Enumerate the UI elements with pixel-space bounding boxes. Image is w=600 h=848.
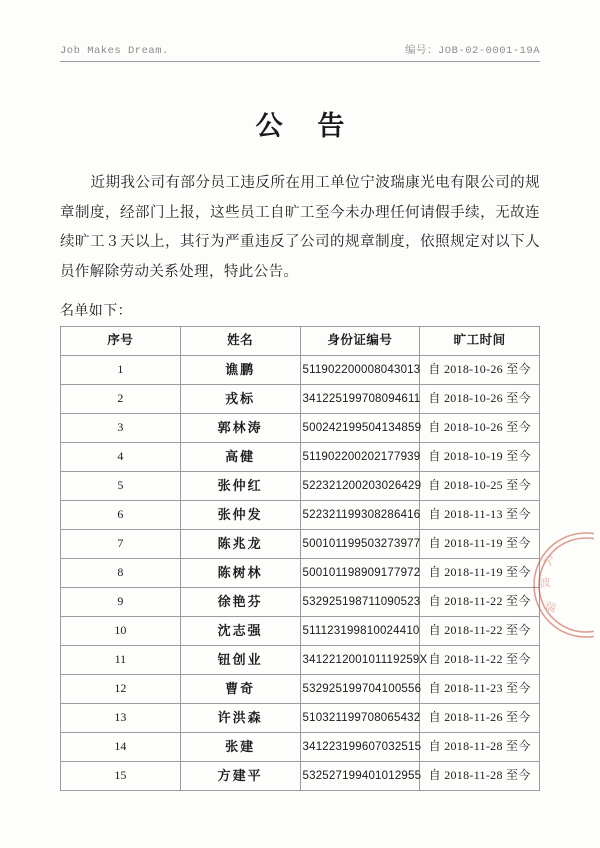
column-header-name: 姓名 [180,326,300,355]
table-row [61,355,540,384]
list-label: 名单如下： [60,303,132,319]
cell-index: 5 [61,471,181,500]
cell-name: 张仲红 [180,471,300,500]
cell-date: 自 2018-11-22 至今 [420,645,540,674]
cell-index: 7 [61,529,181,558]
cell-name: 曹奇 [180,674,300,703]
table-row [61,645,540,674]
cell-date: 自 2018-11-19 至今 [420,558,540,587]
cell-name: 戎标 [180,384,300,413]
cell-id: 510321199708065432 [300,703,420,732]
table-row [61,500,540,529]
page-title: 公 告 [255,111,359,141]
cell-id: 532925199704100556 [300,674,420,703]
table-row [61,558,540,587]
table-body [61,355,540,790]
cell-index: 8 [61,558,181,587]
cell-id: 341225199708094611 [300,384,420,413]
table-row [61,674,540,703]
cell-date: 自 2018-11-22 至今 [420,587,540,616]
cell-date: 自 2018-10-26 至今 [420,355,540,384]
cell-index: 11 [61,645,181,674]
cell-date: 自 2018-11-23 至今 [420,674,540,703]
table-row [61,529,540,558]
cell-index: 15 [61,761,181,790]
announcement-paragraph [60,169,540,288]
paragraph-text: 近期我公司有部分员工违反所在用工单位宁波瑞康光电有限公司的规章制度，经部门上报，这些员工自旷工至今未办理任何请假手续，无故连续旷工３天以上，其行为严重违反了公司的规章制度，依照规定对以下人员作解除劳动关系处理，特此公告。 [60,175,540,281]
company-slogan: Job Makes Dream. [60,45,169,57]
cell-id: 341223199607032515 [300,732,420,761]
cell-name: 谯鹏 [180,355,300,384]
cell-name: 钮创业 [180,645,300,674]
table-row [61,442,540,471]
table-row [61,413,540,442]
table-head [61,326,540,355]
cell-date: 自 2018-11-26 至今 [420,703,540,732]
employee-table [60,326,540,791]
cell-id: 532925198711090523 [300,587,420,616]
cell-name: 张仲发 [180,500,300,529]
cell-name: 方建平 [180,761,300,790]
table-row [61,587,540,616]
cell-name: 许洪森 [180,703,300,732]
cell-id: 500101199503273977 [300,529,420,558]
cell-id: 500242199504134859 [300,413,420,442]
column-header-id: 身份证编号 [300,326,420,355]
cell-index: 4 [61,442,181,471]
cell-index: 6 [61,500,181,529]
cell-date: 自 2018-11-13 至今 [420,500,540,529]
svg-text:波: 波 [539,576,552,590]
cell-name: 张建 [180,732,300,761]
cell-index: 13 [61,703,181,732]
cell-date: 自 2018-11-28 至今 [420,761,540,790]
cell-id: 532527199401012955 [300,761,420,790]
cell-index: 1 [61,355,181,384]
cell-id: 522321200203026429 [300,471,420,500]
cell-id: 511123199810024410 [300,616,420,645]
cell-index: 9 [61,587,181,616]
cell-id: 500101198909177972 [300,558,420,587]
cell-date: 自 2018-11-22 至今 [420,616,540,645]
cell-id: 341221200101119259X [300,645,420,674]
table-row [61,471,540,500]
cell-name: 徐艳芬 [180,587,300,616]
table-header-row [61,326,540,355]
cell-date: 自 2018-10-25 至今 [420,471,540,500]
cell-id: 511902200202177939 [300,442,420,471]
svg-text:瑞: 瑞 [543,600,558,616]
table-row [61,703,540,732]
cell-index: 10 [61,616,181,645]
table-row [61,761,540,790]
cell-id: 511902200008043013 [300,355,420,384]
table-row [61,732,540,761]
cell-date: 自 2018-10-26 至今 [420,384,540,413]
table-row [61,384,540,413]
cell-index: 14 [61,732,181,761]
cell-name: 陈兆龙 [180,529,300,558]
page-header [60,0,540,62]
table-row [61,616,540,645]
cell-name: 陈树林 [180,558,300,587]
cell-name: 高健 [180,442,300,471]
column-header-date: 旷工时间 [420,326,540,355]
cell-index: 2 [61,384,181,413]
cell-date: 自 2018-11-19 至今 [420,529,540,558]
cell-name: 郭林涛 [180,413,300,442]
cell-id: 522321199308286416 [300,500,420,529]
svg-text:宁: 宁 [541,553,558,570]
column-header-index: 序号 [61,326,181,355]
cell-index: 12 [61,674,181,703]
document-number: 编号：JOB-02-0001-19A [404,45,540,57]
cell-name: 沈志强 [180,616,300,645]
cell-date: 自 2018-10-26 至今 [420,413,540,442]
cell-date: 自 2018-10-19 至今 [420,442,540,471]
cell-date: 自 2018-11-28 至今 [420,732,540,761]
cell-index: 3 [61,413,181,442]
